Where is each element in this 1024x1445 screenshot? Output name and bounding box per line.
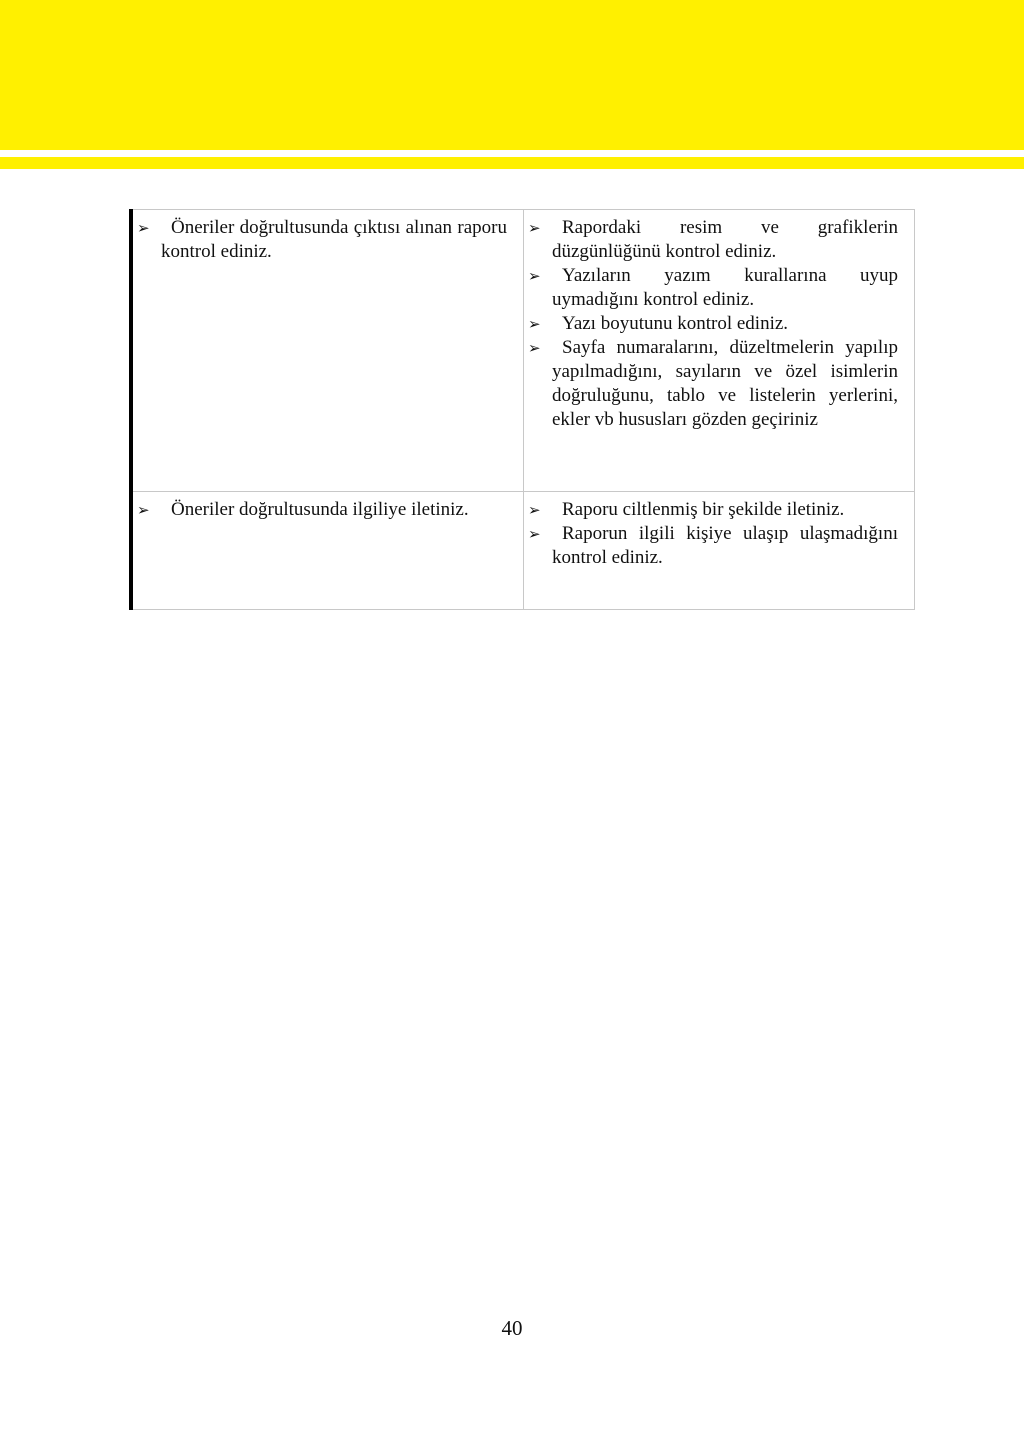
suggestion-text: Yazıların yazım kurallarına uyup uymadığını kontrol ediniz. [552,265,898,310]
arrowhead-bullet-icon: ➢ [137,501,150,519]
suggestion-text: Sayfa numaralarını, düzeltmelerin yapılıp yapılmadığını, sayıların ve özel isimlerin doğruluğunu, tablo ve listelerin yerlerini, ekler vb hususları gözden geçiriniz [552,337,898,430]
step-cell [131,210,524,492]
table-row [131,492,915,610]
suggestion-text: Rapordaki resim ve grafiklerin düzgünlüğünü kontrol ediniz. [552,217,898,262]
header-yellow-band [0,0,1024,150]
arrowhead-bullet-icon: ➢ [137,219,150,237]
list-item [137,216,517,264]
table-row [131,210,915,492]
list-item [528,336,908,432]
list-item [528,264,908,312]
suggestion-text: Raporun ilgili kişiye ulaşıp ulaşmadığını kontrol ediniz. [552,523,898,568]
page-number: 40 [501,1316,523,1340]
list-item [528,522,908,570]
step-text: Öneriler doğrultusunda ilgiliye iletiniz. [171,499,469,520]
step-text: Öneriler doğrultusunda çıktısı alınan raporu kontrol ediniz. [161,217,507,262]
arrowhead-bullet-icon: ➢ [528,267,541,285]
arrowhead-bullet-icon: ➢ [528,219,541,237]
suggestion-cell [524,492,915,610]
arrowhead-bullet-icon: ➢ [528,525,541,543]
suggestion-cell [524,210,915,492]
arrowhead-bullet-icon: ➢ [528,315,541,333]
list-item [137,498,517,522]
procedure-table [129,209,898,610]
arrowhead-bullet-icon: ➢ [528,339,541,357]
list-item [528,498,908,522]
list-item [528,312,908,336]
arrowhead-bullet-icon: ➢ [528,501,541,519]
suggestion-text: Yazı boyutunu kontrol ediniz. [562,313,789,334]
header-yellow-stripe [0,157,1024,169]
list-item [528,216,908,264]
step-cell [131,492,524,610]
suggestion-text: Raporu ciltlenmiş bir şekilde iletiniz. [562,499,845,520]
